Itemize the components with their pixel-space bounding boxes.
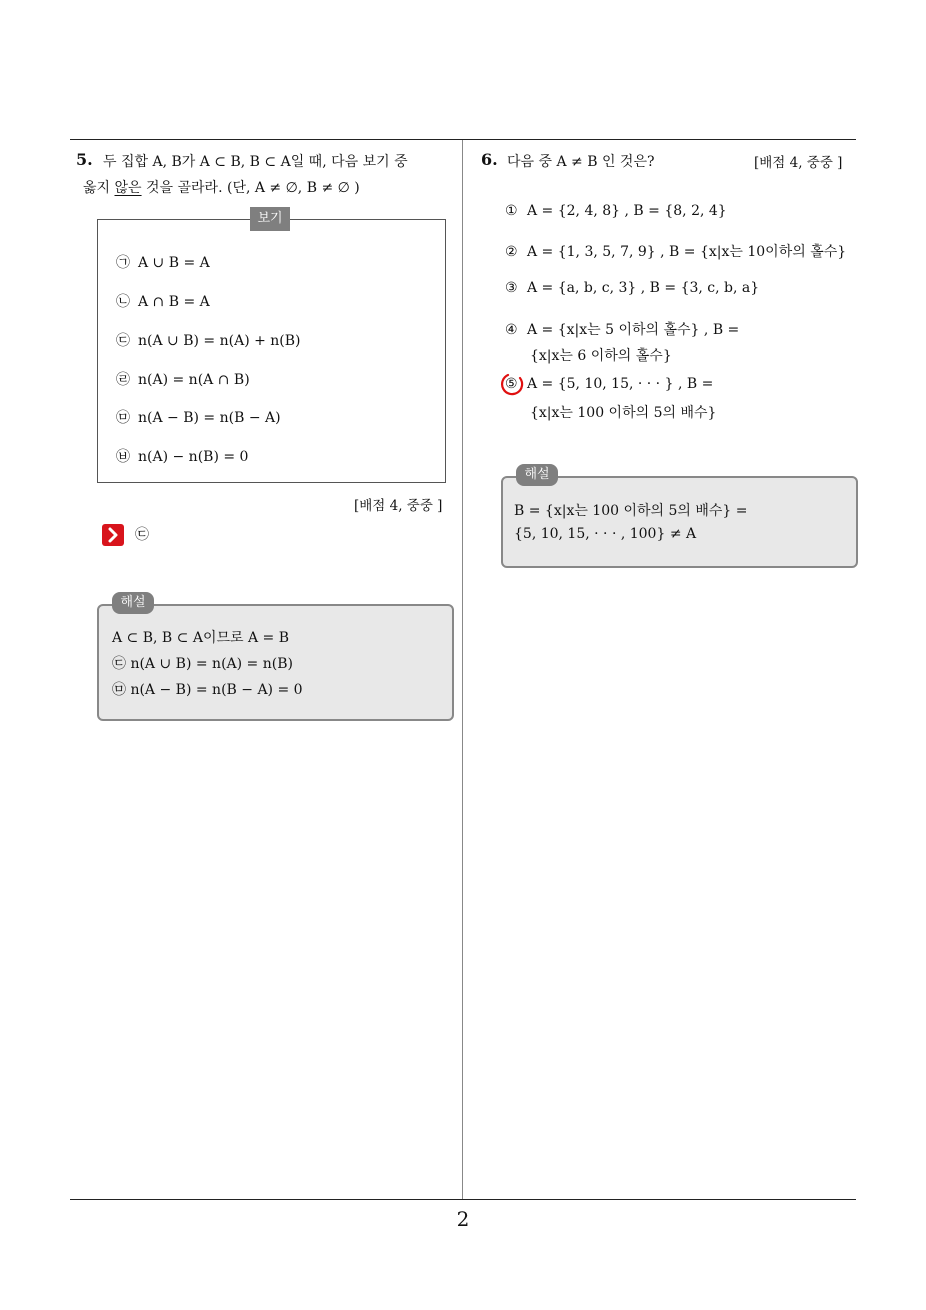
bogi-item-mark: ㉠ xyxy=(116,255,130,271)
q5-line1: 두 집합 A, B가 A ⊂ B, B ⊂ A일 때, 다음 보기 중 xyxy=(103,154,408,170)
bogi-item-mark: ㉥ xyxy=(116,449,130,465)
q5-line2 xyxy=(83,177,360,197)
q5-line2-underline: 않은 xyxy=(114,180,142,196)
option-text: A = {1, 3, 5, 7, 9} , B = {x|x는 10이하의 홀수} xyxy=(527,244,847,260)
option-mark: ② xyxy=(505,244,518,260)
bogi-item xyxy=(116,446,248,466)
option-mark: ③ xyxy=(505,280,518,296)
bogi-item xyxy=(116,291,210,311)
q6-explanation-line: B = {x|x는 100 이하의 5의 배수} = xyxy=(514,503,748,519)
q6-option-1 xyxy=(505,203,727,219)
q5-explanation-line: ㉤ n(A − B) = n(B − A) = 0 xyxy=(112,682,303,698)
q6-option-5 xyxy=(505,376,713,392)
bogi-title: 보기 xyxy=(250,207,290,231)
bogi-item-text: n(A) = n(A ∩ B) xyxy=(138,372,250,388)
bogi-item-mark: ㉤ xyxy=(116,410,130,426)
q5-line2-post: 것을 골라라. (단, A ≠ ∅, B ≠ ∅ ) xyxy=(141,180,360,196)
bottom-rule xyxy=(70,1199,856,1200)
q6-option-4-line2: {x|x는 6 이하의 홀수} xyxy=(530,348,672,364)
q6-option-5-line2: {x|x는 100 이하의 5의 배수} xyxy=(530,405,717,421)
bogi-item xyxy=(116,369,250,389)
bogi-item-text: n(A ∪ B) = n(A) + n(B) xyxy=(138,333,301,349)
option-mark: ⑤ xyxy=(505,376,518,392)
q5-score: [배점 4, 중중 ] xyxy=(354,498,443,514)
q5-number: 5. xyxy=(76,150,93,169)
option-text: A = {x|x는 5 이하의 홀수} , B = xyxy=(527,322,740,338)
bogi-item-mark: ㉣ xyxy=(116,372,130,388)
answer-arrow-icon xyxy=(102,524,124,546)
q5-answer: ㉢ xyxy=(135,527,149,543)
option-mark: ④ xyxy=(505,322,518,338)
q6-number: 6. xyxy=(481,150,498,169)
option-text: A = {5, 10, 15, · · · } , B = xyxy=(527,376,714,392)
option-text: A = {a, b, c, 3} , B = {3, c, b, a} xyxy=(527,280,760,296)
q6-explanation-line: {5, 10, 15, · · · , 100} ≠ A xyxy=(514,526,697,542)
bogi-item-text: n(A) − n(B) = 0 xyxy=(138,449,249,465)
q6-question: 다음 중 A ≠ B 인 것은? xyxy=(507,154,655,170)
q5-explanation-line: ㉢ n(A ∪ B) = n(A) = n(B) xyxy=(112,656,293,672)
q6-explanation-box xyxy=(501,476,858,568)
q6-option-3 xyxy=(505,280,759,296)
column-divider xyxy=(462,140,463,1200)
q6-option-2 xyxy=(505,241,846,261)
top-rule xyxy=(70,139,856,140)
option-mark: ① xyxy=(505,203,518,219)
q6-explanation-tag: 해설 xyxy=(516,464,558,486)
q5-explanation-tag: 해설 xyxy=(112,592,154,614)
q6-option-4 xyxy=(505,319,739,339)
bogi-item xyxy=(116,330,301,350)
option-text: A = {2, 4, 8} , B = {8, 2, 4} xyxy=(527,203,727,219)
q5-line2-pre: 옳지 xyxy=(83,180,115,196)
bogi-item-text: A ∪ B = A xyxy=(138,255,210,271)
bogi-item xyxy=(116,252,210,272)
bogi-item xyxy=(116,407,281,427)
q6-score: [배점 4, 중중 ] xyxy=(754,155,843,171)
bogi-item-text: A ∩ B = A xyxy=(138,294,210,310)
answer-circle-icon xyxy=(500,372,524,396)
bogi-item-text: n(A − B) = n(B − A) xyxy=(138,410,281,426)
bogi-item-mark: ㉢ xyxy=(116,333,130,349)
page-number: 2 xyxy=(456,1207,470,1231)
q5-explanation-line: A ⊂ B, B ⊂ A이므로 A = B xyxy=(112,630,290,646)
bogi-item-mark: ㉡ xyxy=(116,294,130,310)
